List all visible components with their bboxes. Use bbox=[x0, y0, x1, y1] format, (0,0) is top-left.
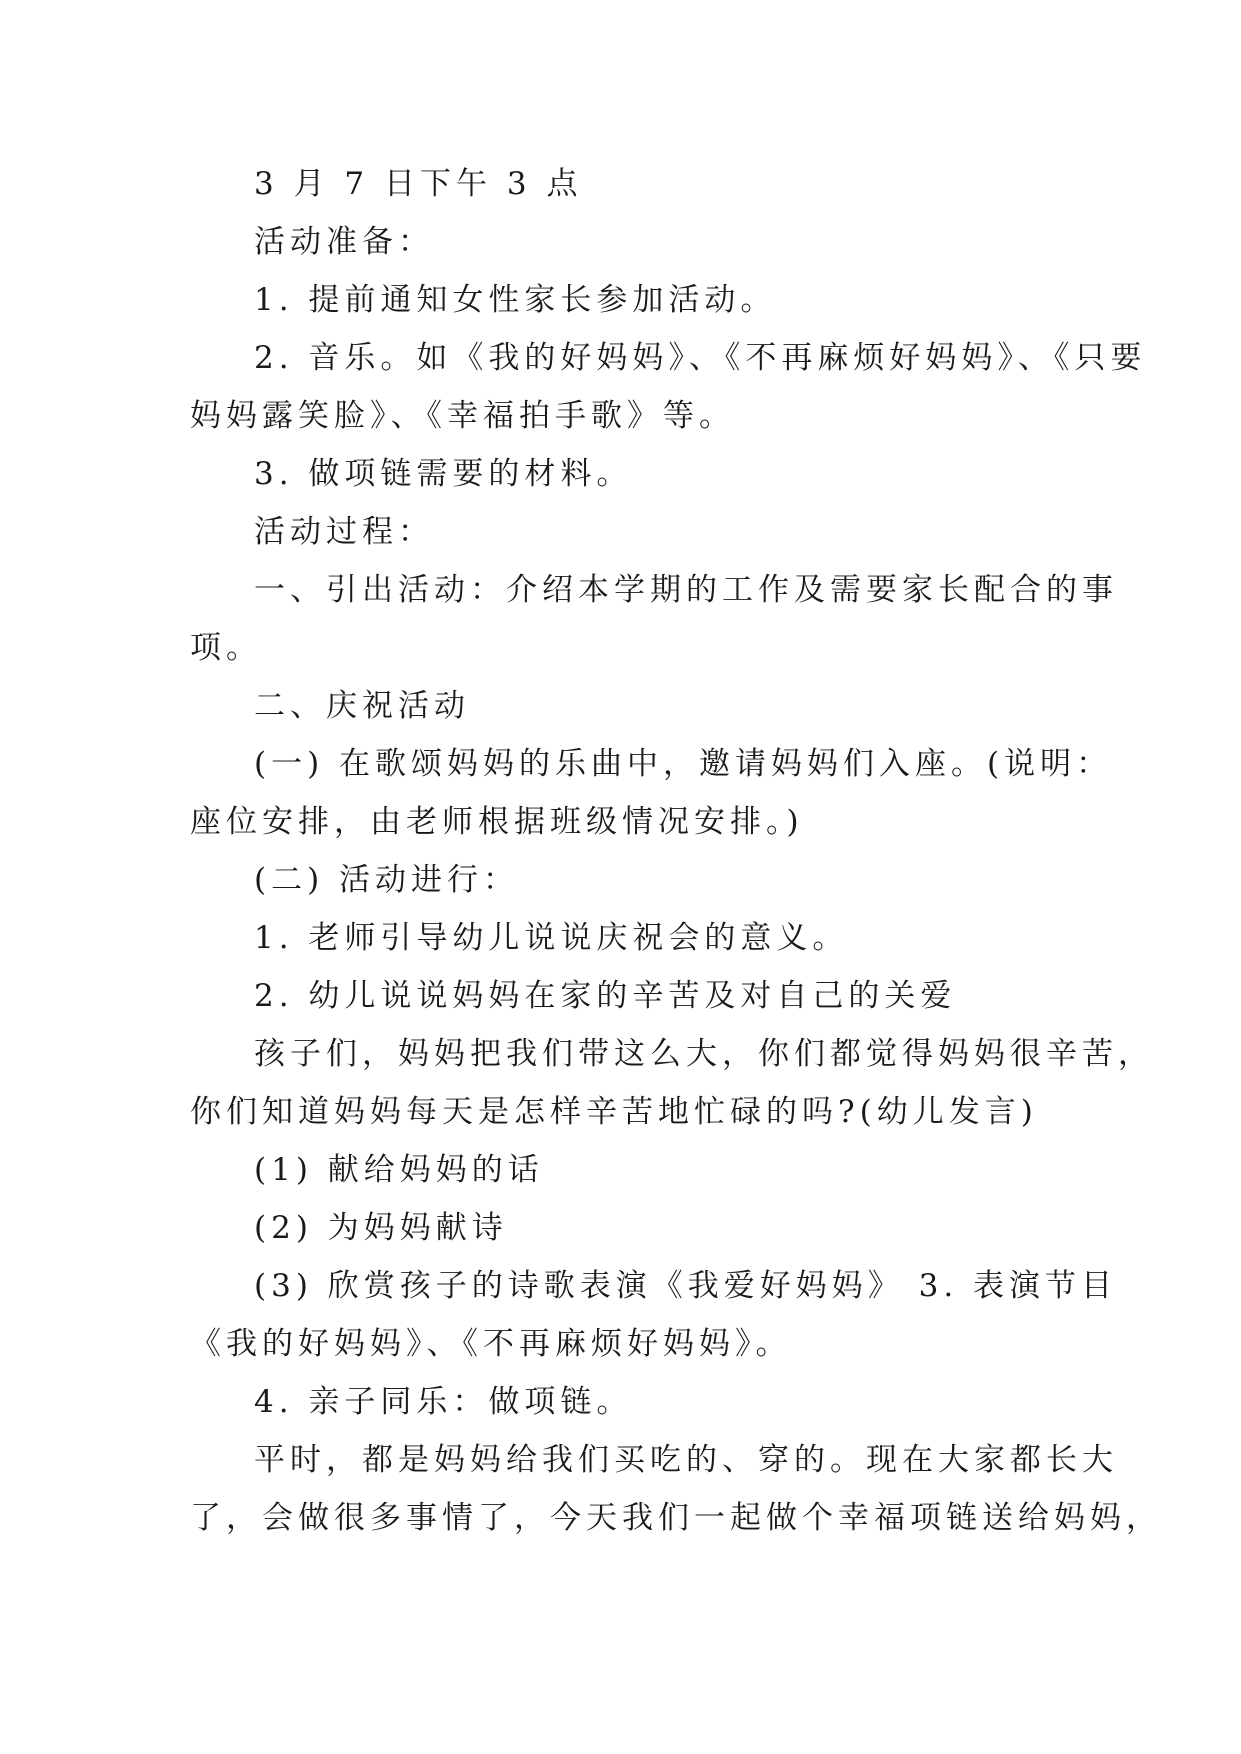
text-line-item-1: (1) 献给妈妈的话 bbox=[254, 1152, 544, 1188]
text-line-heading-process: 活动过程： bbox=[254, 514, 434, 550]
text-line-paragraph-children: 孩子们，妈妈把我们带这么大，你们都觉得妈妈很辛苦， bbox=[254, 1036, 1154, 1072]
text-line-prep-2-cont: 妈妈露笑脸》、《幸福拍手歌》等。 bbox=[190, 398, 735, 434]
text-line-section-2: 二、庆祝活动 bbox=[254, 688, 470, 724]
text-line-step-4: 4. 亲子同乐：做项链。 bbox=[254, 1384, 633, 1420]
text-line-prep-2: 2. 音乐。如《我的好妈妈》、《不再麻烦好妈妈》、《只要 bbox=[254, 340, 1147, 376]
text-line-item-3: (3) 欣赏孩子的诗歌表演《我爱好妈妈》 3. 表演节目 bbox=[254, 1268, 1118, 1304]
text-line-paragraph-daily-cont: 了，会做很多事情了，今天我们一起做个幸福项链送给妈妈， bbox=[190, 1500, 1162, 1536]
text-line-heading-preparation: 活动准备： bbox=[254, 224, 434, 260]
text-line-sub-1-cont: 座位安排，由老师根据班级情况安排。) bbox=[190, 804, 804, 840]
text-line-date: 3 月 7 日下午 3 点 bbox=[254, 166, 583, 202]
text-line-paragraph-children-cont: 你们知道妈妈每天是怎样辛苦地忙碌的吗?(幼儿发言) bbox=[190, 1094, 1038, 1130]
text-line-paragraph-daily: 平时，都是妈妈给我们买吃的、穿的。现在大家都长大 bbox=[254, 1442, 1118, 1478]
text-line-prep-1: 1. 提前通知女性家长参加活动。 bbox=[254, 282, 777, 318]
text-line-item-3-cont: 《我的好妈妈》、《不再麻烦好妈妈》。 bbox=[190, 1326, 792, 1362]
text-line-item-2: (2) 为妈妈献诗 bbox=[254, 1210, 508, 1246]
text-line-section-1-cont: 项。 bbox=[190, 630, 262, 666]
text-line-prep-3: 3. 做项链需要的材料。 bbox=[254, 456, 633, 492]
text-line-step-2: 2. 幼儿说说妈妈在家的辛苦及对自己的关爱 bbox=[254, 978, 957, 1014]
text-line-step-1: 1. 老师引导幼儿说说庆祝会的意义。 bbox=[254, 920, 849, 956]
text-line-sub-1: (一) 在歌颂妈妈的乐曲中，邀请妈妈们入座。(说明： bbox=[254, 746, 1113, 782]
text-line-section-1: 一、引出活动：介绍本学期的工作及需要家长配合的事 bbox=[254, 572, 1118, 608]
text-line-sub-2: (二) 活动进行： bbox=[254, 862, 520, 898]
